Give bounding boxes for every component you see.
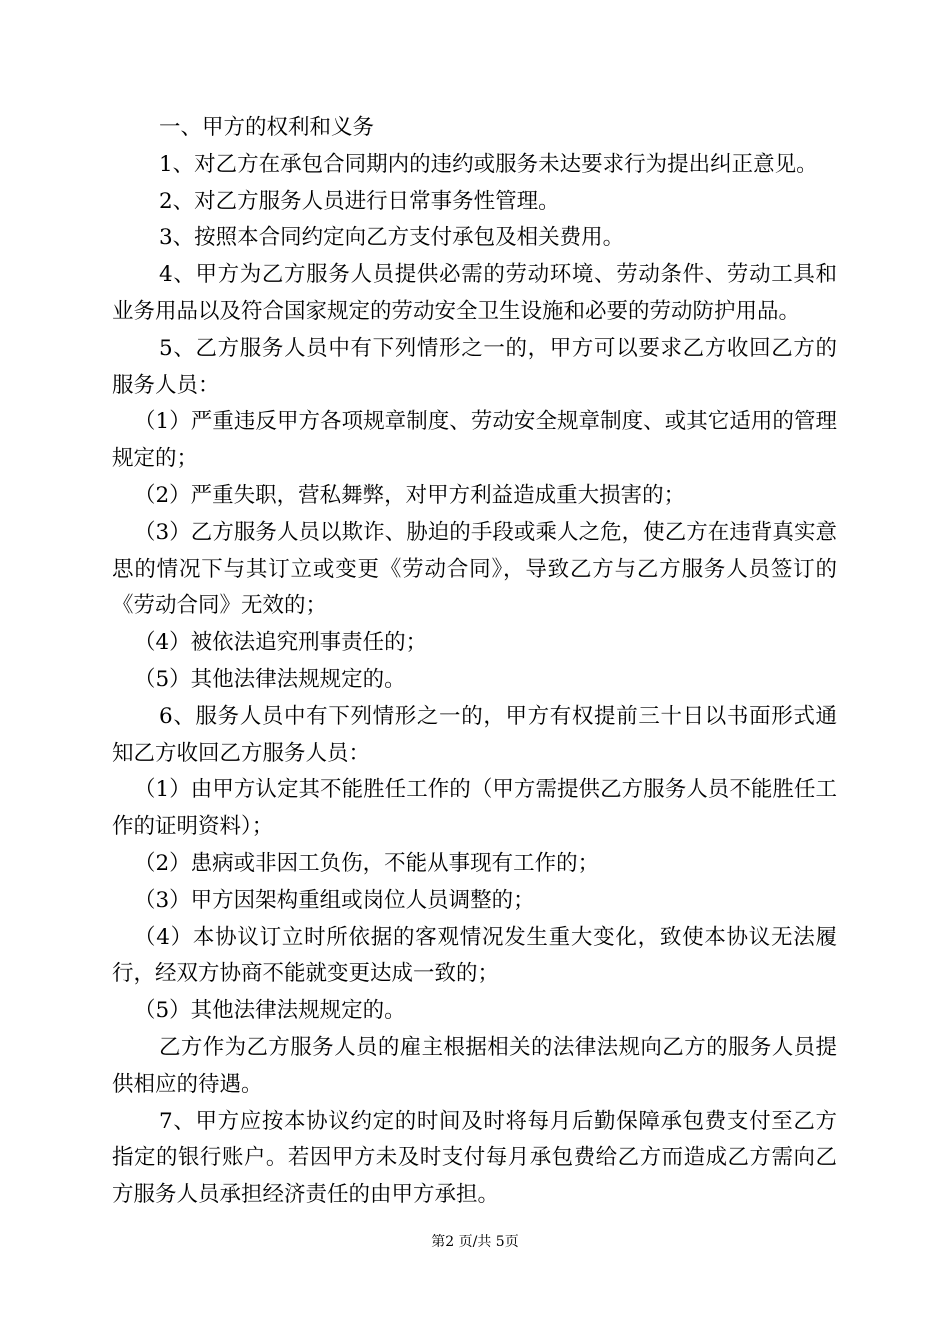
list-item: （1）由甲方认定其不能胜任工作的（甲方需提供乙方服务人员不能胜任工作的证明资料）； [112, 777, 837, 840]
paragraph: 5、乙方服务人员中有下列情形之一的，甲方可以要求乙方收回乙方的服务人员： [112, 335, 837, 398]
paragraph: 乙方作为乙方服务人员的雇主根据相关的法律法规向乙方的服务人员提供相应的待遇。 [112, 1034, 837, 1097]
paragraph: 1、对乙方在承包合同期内的违约或服务未达要求行为提出纠正意见。 [159, 151, 818, 177]
list-item: （4）本协议订立时所依据的客观情况发生重大变化，致使本协议无法履行，经双方协商不能就变更达成一致的； [112, 924, 837, 987]
list-item: （3）甲方因架构重组或岗位人员调整的； [134, 887, 535, 913]
page-number-footer: 第2 页/共 5页 [431, 1234, 519, 1250]
list-item: （4）被依法追究刑事责任的； [134, 630, 428, 656]
list-item: （5）其他法律法规规定的。 [134, 998, 406, 1024]
paragraph: 7、甲方应按本协议约定的时间及时将每月后勤保障承包费支付至乙方指定的银行账户。若因甲方未及时支付每月承包费给乙方而造成乙方需向乙方服务人员承担经济责任的由甲方承担。 [112, 1108, 837, 1208]
document-body [112, 110, 837, 1214]
paragraph: 3、按照本合同约定向乙方支付承包及相关费用。 [159, 225, 625, 251]
list-item: （2）患病或非因工负伤，不能从事现有工作的； [134, 850, 600, 876]
list-item: （5）其他法律法规规定的。 [134, 666, 406, 692]
paragraph: 6、服务人员中有下列情形之一的，甲方有权提前三十日以书面形式通知乙方收回乙方服务人员： [112, 703, 837, 766]
paragraph: 2、对乙方服务人员进行日常事务性管理。 [159, 188, 560, 214]
list-item: （2）严重失职，营私舞弊，对甲方利益造成重大损害的； [134, 482, 686, 508]
section-heading: 一、甲方的权利和义务 [159, 115, 375, 140]
paragraph: 4、甲方为乙方服务人员提供必需的劳动环境、劳动条件、劳动工具和业务用品以及符合国家规定的劳动安全卫生设施和必要的劳动防护用品。 [112, 262, 837, 324]
list-item: （1）严重违反甲方各项规章制度、劳动安全规章制度、或其它适用的管理规定的； [112, 409, 837, 472]
list-item: （3）乙方服务人员以欺诈、胁迫的手段或乘人之危，使乙方在违背真实意思的情况下与其订立或变更《劳动合同》，导致乙方与乙方服务人员签订的《劳动合同》无效的； [112, 519, 837, 619]
